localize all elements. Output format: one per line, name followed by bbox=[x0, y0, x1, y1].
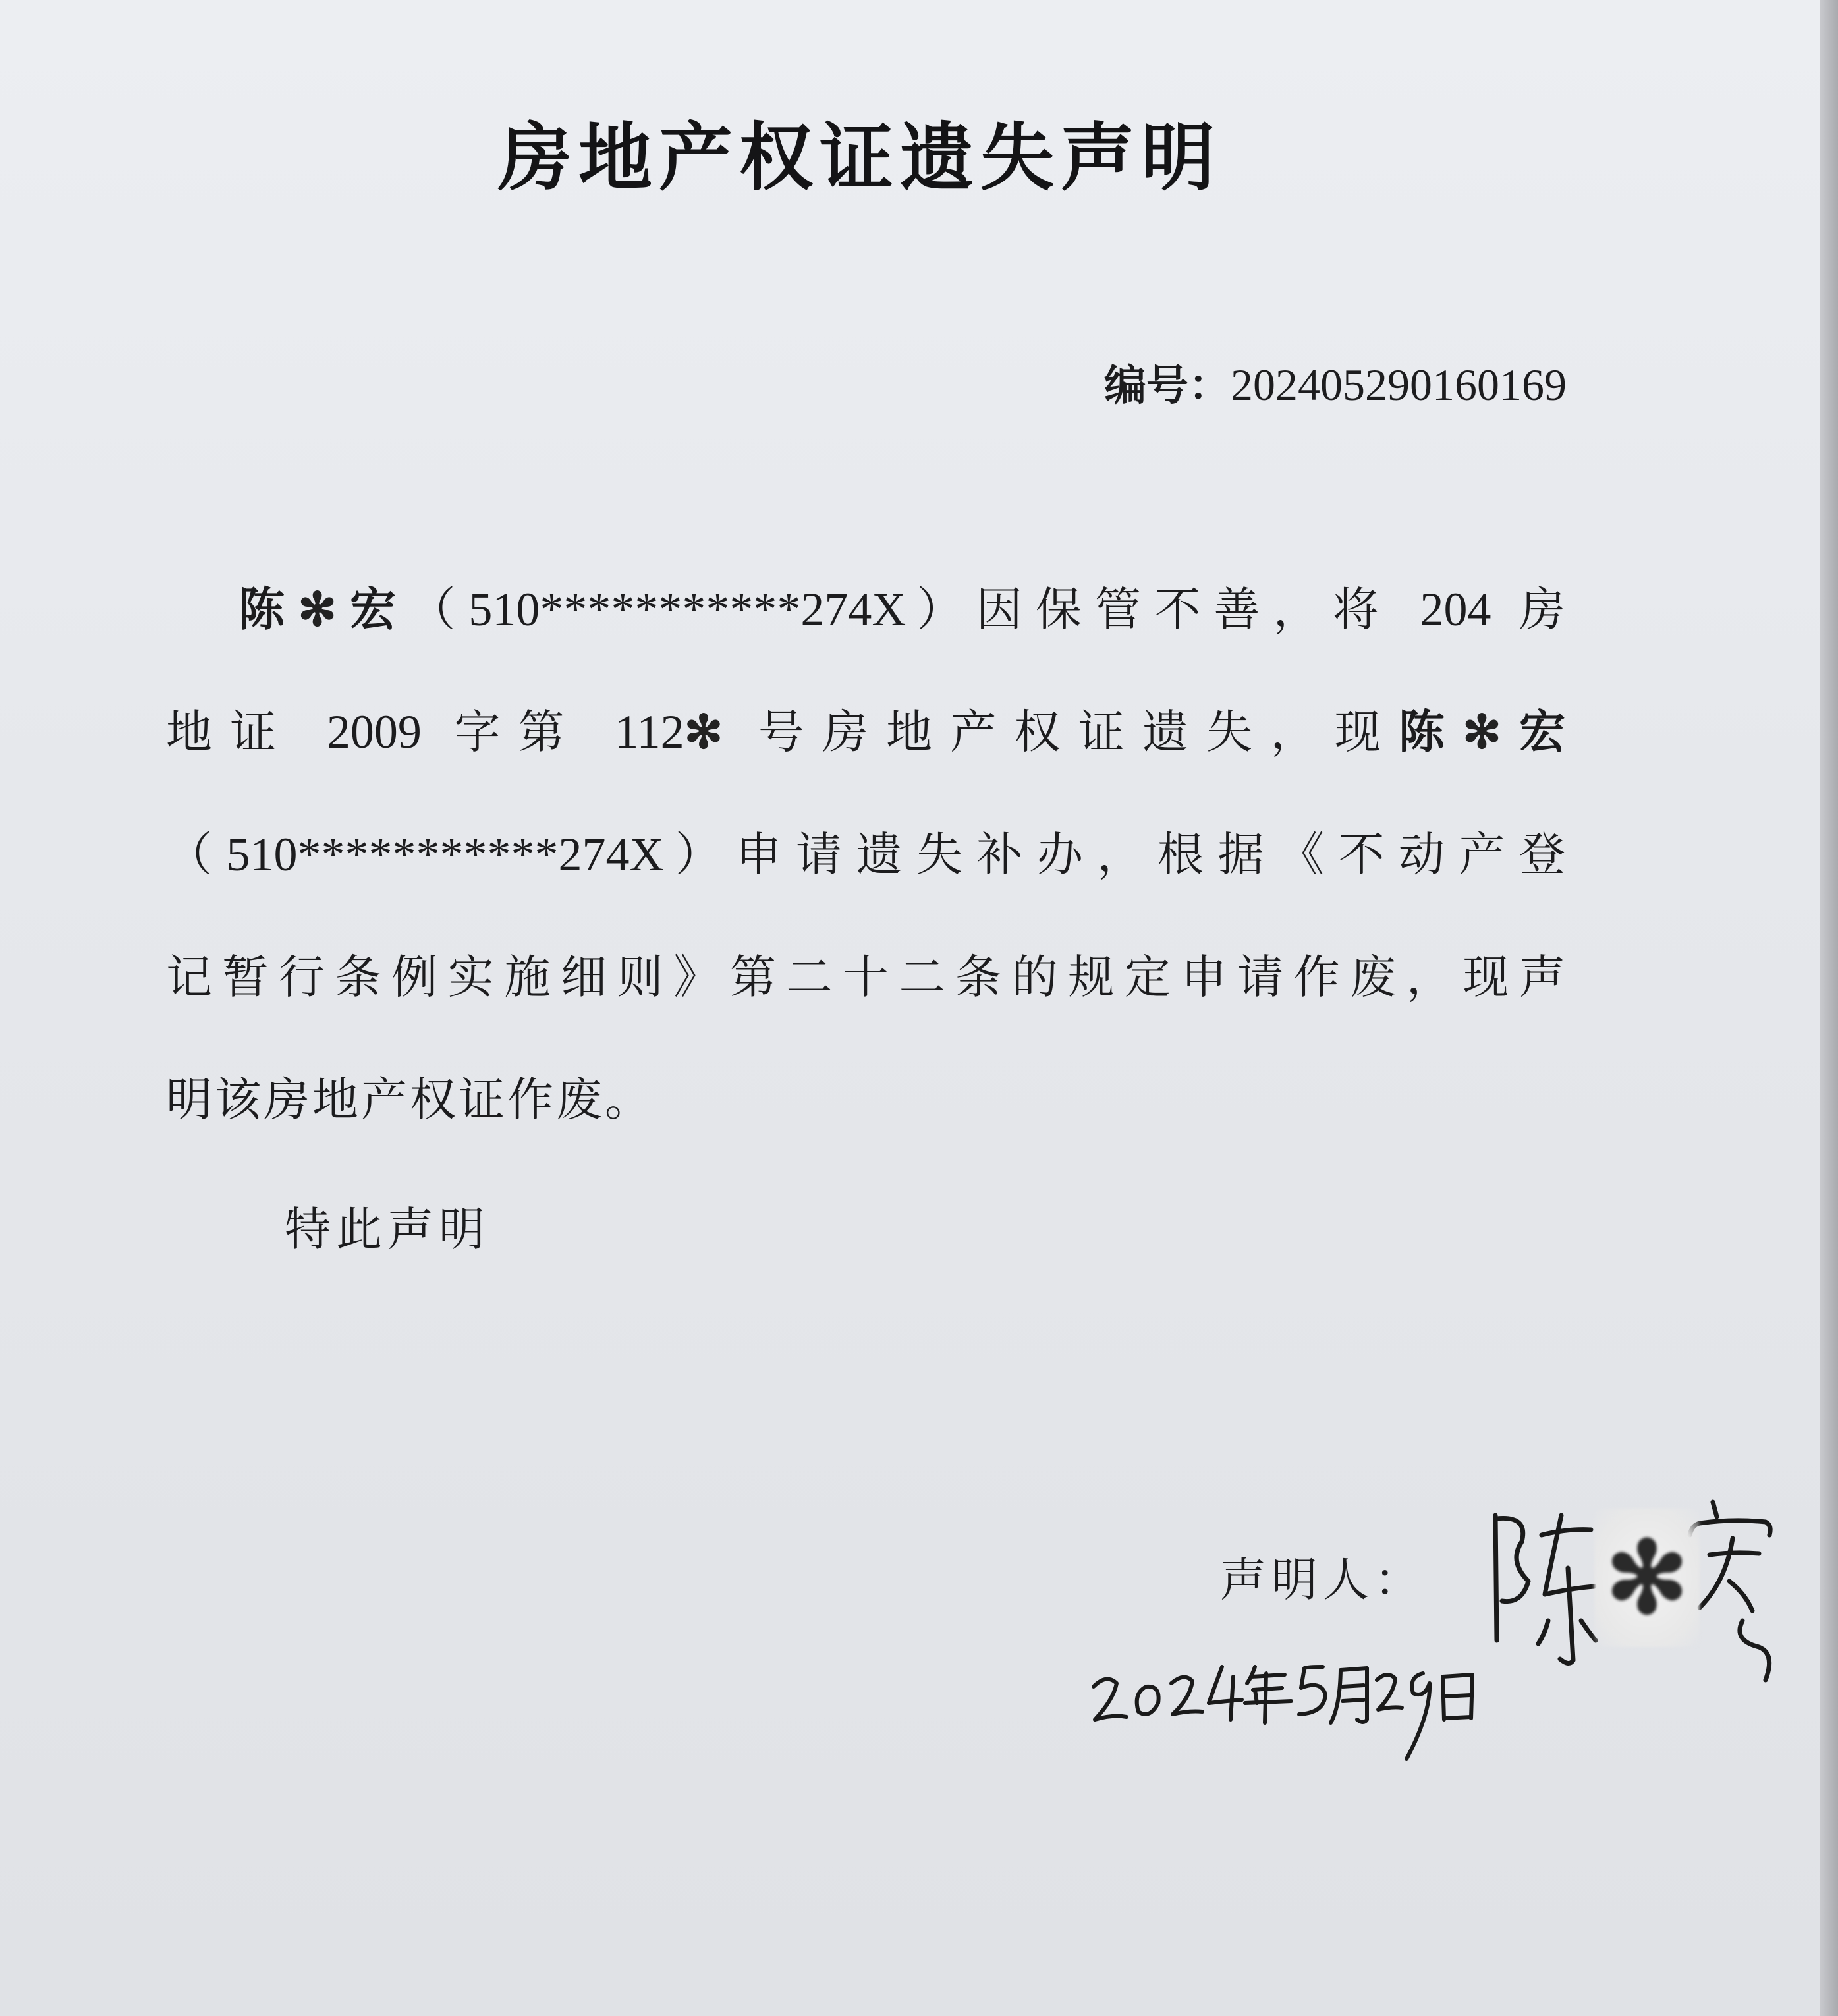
body-text: 因保管不善，将 bbox=[976, 582, 1393, 636]
body-text: 字第 bbox=[454, 705, 582, 759]
id-number: 510***********274X bbox=[468, 583, 906, 636]
number-label: 编号： bbox=[1104, 361, 1231, 410]
declarant-name: 陈✻宏 bbox=[1399, 704, 1568, 759]
room-number: 204 bbox=[1420, 583, 1491, 636]
body-line-1 bbox=[166, 548, 1568, 671]
body-text: 房 bbox=[1519, 582, 1568, 636]
id-number: 510***********274X bbox=[226, 828, 664, 881]
body-line-5: 明该房地产权证作废。 bbox=[166, 1073, 654, 1127]
paren-open: （ bbox=[166, 827, 227, 882]
page-edge-shadow bbox=[1820, 0, 1838, 2016]
paren-close: ） bbox=[663, 827, 736, 882]
declaration-body bbox=[166, 548, 1568, 1161]
signer-label: 声明人： bbox=[1220, 1553, 1426, 1607]
document-title: 房地产权证遗失声明 bbox=[498, 115, 1221, 201]
cert-year: 2009 bbox=[326, 706, 422, 758]
name-mask: ✻ bbox=[298, 582, 339, 636]
body-line-3 bbox=[166, 793, 1568, 916]
signature-mask: ✻ bbox=[1594, 1509, 1700, 1647]
cert-number: 112 bbox=[615, 706, 684, 758]
document-number bbox=[1104, 352, 1567, 412]
body-text: 申请遗失补办，根据《不动产登 bbox=[735, 827, 1568, 882]
body-line-2 bbox=[166, 671, 1568, 793]
body-text: 地证 bbox=[166, 705, 294, 759]
cert-mask: ✻ bbox=[684, 704, 726, 759]
declarant-name: 陈✻宏 bbox=[238, 582, 409, 636]
body-line-4: 记暂行条例实施细则》第二十二条的规定申请作废，现声 bbox=[166, 950, 1568, 1004]
name-mask: ✻ bbox=[1462, 704, 1504, 759]
closing-statement: 特此声明 bbox=[285, 1202, 490, 1256]
handwritten-date bbox=[1087, 1640, 1482, 1772]
paren-close: ） bbox=[906, 582, 976, 636]
paren-open: （ bbox=[409, 582, 469, 636]
body-text: 号房地产权证遗失，现 bbox=[758, 705, 1399, 759]
number-value: 202405290160169 bbox=[1231, 360, 1567, 410]
